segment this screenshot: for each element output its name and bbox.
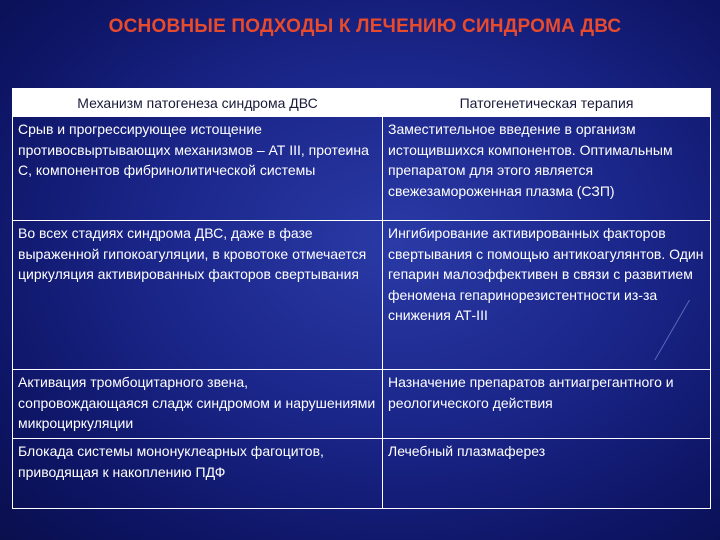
- slide-title: ОСНОВНЫЕ ПОДХОДЫ К ЛЕЧЕНИЮ СИНДРОМА ДВС: [108, 16, 622, 37]
- table-row: [13, 117, 711, 221]
- therapy-table: [12, 88, 711, 509]
- cell-mechanism: Во всех стадиях синдрома ДВС, даже в фазе выраженной гипокоагуляции, в кровотоке отмечается циркуляция активированных факторов свертывания: [13, 221, 383, 370]
- table-row: [13, 439, 711, 509]
- cell-therapy: Заместительное введение в организм истощившихся компонентов. Оптимальным препаратом для этого является свежезамороженная плазма (СЗП): [383, 117, 711, 221]
- table-row: [13, 221, 711, 370]
- header-mechanism: Механизм патогенеза синдрома ДВС: [13, 89, 383, 117]
- cell-therapy: Назначение препаратов антиагрегантного и реологического действия: [383, 370, 711, 439]
- cell-mechanism: Срыв и прогрессирующее истощение противосвыртывающих механизмов – АТ III, протеина С, компонентов фибринолитической системы: [13, 117, 383, 221]
- cell-therapy: Ингибирование активированных факторов свертывания с помощью антикоагулянтов. Один гепарин малоэффективен в связи с развитием феномена гепаринорезистентности из-за снижения АТ-III: [383, 221, 711, 370]
- cell-mechanism: Блокада системы мононуклеарных фагоцитов, приводящая к накоплению ПДФ: [13, 439, 383, 509]
- cell-therapy: Лечебный плазмаферез: [383, 439, 711, 509]
- header-therapy: Патогенетическая терапия: [383, 89, 711, 117]
- table-header-row: [13, 89, 711, 117]
- cell-mechanism: Активация тромбоцитарного звена, сопровождающаяся сладж синдромом и нарушениями микроциркуляции: [13, 370, 383, 439]
- table-row: [13, 370, 711, 439]
